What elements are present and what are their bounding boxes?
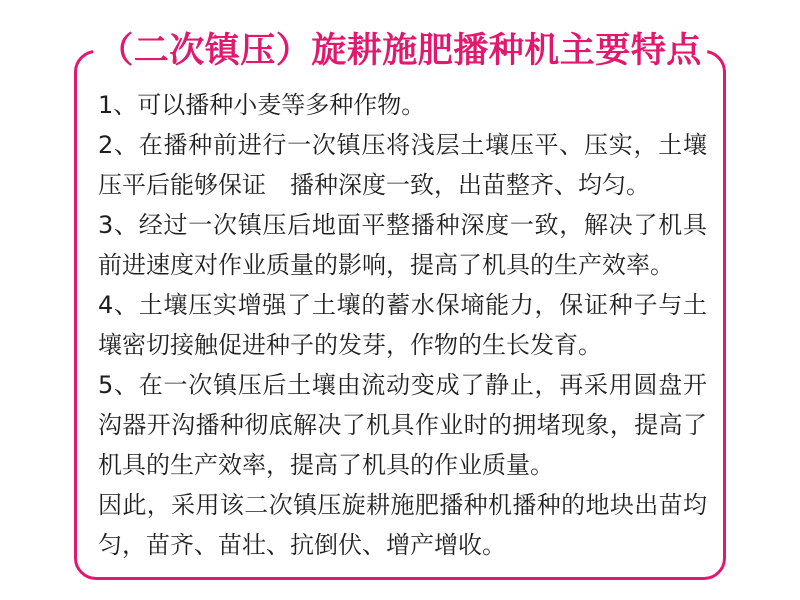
feature-summary: 因此，采用该二次镇压旋耕施肥播种机播种的地块出苗均匀，苗齐、苗壮、抗倒伏、增产增收。 <box>98 491 707 559</box>
feature-item-4: 4、土壤压实增强了土壤的蓄水保墒能力，保证种子与土壤密切接触促进种子的发芽，作物的生长发育。 <box>98 291 707 359</box>
feature-card <box>74 30 726 580</box>
feature-item-1: 1、可以播种小麦等多种作物。 <box>98 91 426 119</box>
card-title: （二次镇压）旋耕施肥播种机主要特点 <box>93 29 707 73</box>
feature-list <box>77 53 723 565</box>
feature-item-2: 2、在播种前进行一次镇压将浅层土壤压平、压实，土壤压平后能够保证 播种深度一致，出苗整齐、均匀。 <box>98 131 707 199</box>
feature-item-5: 5、在一次镇压后土壤由流动变成了静止，再采用圆盘开沟器开沟播种彻底解决了机具作业时的拥堵现象，提高了机具的生产效率，提高了机具的作业质量。 <box>98 371 707 479</box>
feature-item-3: 3、经过一次镇压后地面平整播种深度一致，解决了机具前进速度对作业质量的影响，提高了机具的生产效率。 <box>98 211 707 279</box>
